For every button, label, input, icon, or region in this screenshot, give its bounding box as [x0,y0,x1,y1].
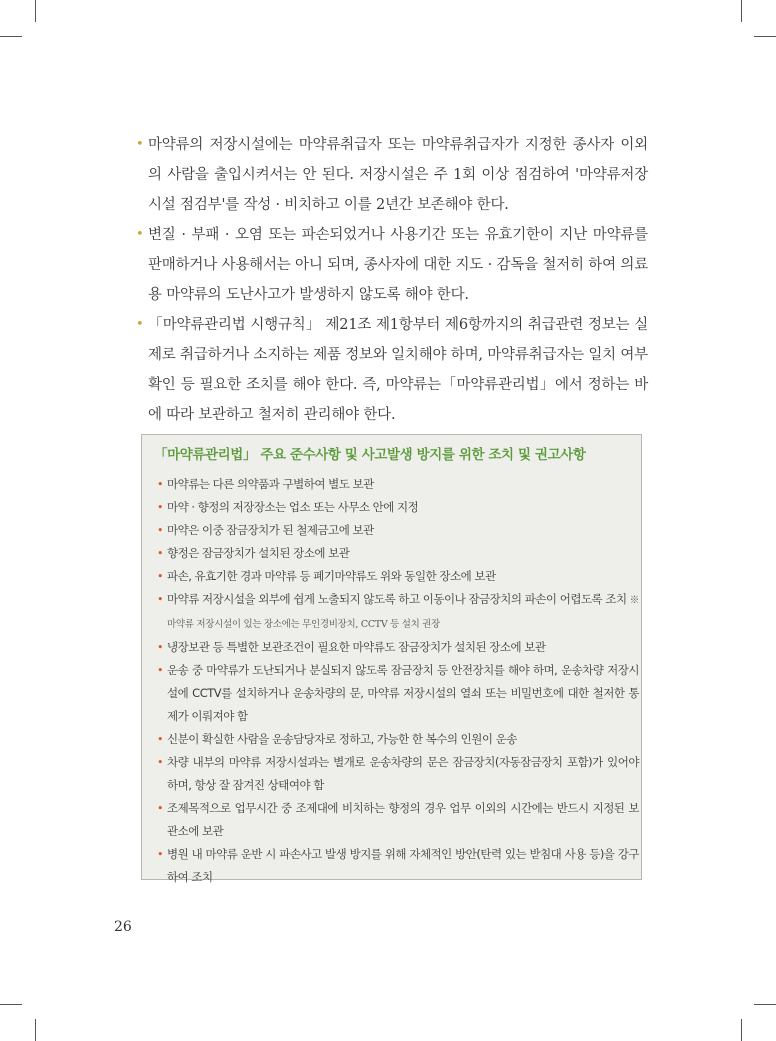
box-list-item [157,519,639,542]
crop-mark [0,36,22,37]
box-item-text [167,496,639,519]
bullet-dot: • [157,802,164,815]
body-paragraph [136,130,648,220]
box-item-main-text: 마약류 저장시설을 외부에 쉽게 노출되지 않도록 하고 이동이나 잠금장치의 파손이 어렵도록 조치 [167,592,627,606]
box-item-main-text: 마약 · 향정의 저장장소는 업소 또는 사무소 안에 지정 [167,500,419,514]
box-item-main-text: 병원 내 마약류 운반 시 파손사고 발생 방지를 위해 자체적인 방안(탄력 있는 받침대 사용 등)을 강구하여 조치 [167,847,639,884]
box-title: 「마약류관리법」 주요 준수사항 및 사고발생 방지를 위한 조치 및 권고사항 [154,447,586,463]
box-item-text [167,588,639,636]
crop-mark [35,0,36,22]
box-list-item [157,542,639,565]
box-item-text [167,659,639,728]
box-list-item [157,636,639,659]
bullet-dot: • [157,641,164,654]
bullet-dot: • [157,733,164,746]
box-list-item [157,496,639,519]
body-paragraph-text: 「마약류관리법 시행규칙」 제21조 제1항부터 제6항까지의 취급관련 정보는 실제로 취급하거나 소지하는 제품 정보와 일치해야 하며, 마약류취급자는 일치 여부 확인 등 필요한 조치를 해야 한다. 즉, 마약류는「마약류관리법」에서 정하는 바에 따라 보관하고 철저히 관리해야 한다. [148,317,648,423]
recommendation-box [141,434,642,884]
box-list-item [157,843,639,889]
box-item-note: ※ 마약류 저장시설이 있는 장소에는 무인경비장치, CCTV 등 설치 권장 [167,595,639,630]
bullet-dot: • [157,547,164,560]
box-item-text [167,565,639,588]
box-item-text [167,843,639,889]
bullet-dot: • [136,137,144,152]
box-item-main-text: 차량 내부의 마약류 저장시설과는 별개로 운송차량의 문은 잠금장치(자동잠금장치 포함)가 있어야 하며, 항상 잘 잠겨진 상태여야 함 [167,755,639,792]
box-item-text [167,728,639,751]
page-number: 26 [114,919,132,935]
box-item-text [167,473,639,496]
box-list-item [157,728,639,751]
bullet-dot: • [157,664,164,677]
bullet-dot: • [157,501,164,514]
box-item-main-text: 신분이 확실한 사람을 운송담당자로 정하고, 가능한 한 복수의 인원이 운송 [167,732,517,746]
crop-mark [741,1019,742,1041]
box-list-item [157,797,639,843]
body-paragraph-text: 마약류의 저장시설에는 마약류취급자 또는 마약류취급자가 지정한 종사자 이외의 사람을 출입시켜서는 안 된다. 저장시설은 주 1회 이상 점검하여 '마약류저장시설 점검부'를 작성 · 비치하고 이를 2년간 보존해야 한다. [148,137,648,213]
box-list-item [157,565,639,588]
box-item-list [157,473,639,889]
box-list-item [157,588,639,636]
box-item-main-text: 향정은 잠금장치가 설치된 장소에 보관 [167,546,350,560]
box-item-main-text: 운송 중 마약류가 도난되거나 분실되지 않도록 잠금장치 등 안전장치를 해야 하며, 운송차량 저장시설에 CCTV를 설치하거나 운송차량의 문, 마약류 저장시설의 열쇠 또는 비밀번호에 대한 철저한 통제가 이뤄져야 함 [167,663,639,723]
crop-mark [741,0,742,22]
box-item-main-text: 냉장보관 등 특별한 보관조건이 필요한 마약류도 잠금장치가 설치된 장소에 보관 [167,640,546,654]
bullet-dot: • [136,317,144,332]
crop-mark [0,1004,22,1005]
bullet-dot: • [157,570,164,583]
box-item-main-text: 마약은 이중 잠금장치가 된 철제금고에 보관 [167,523,374,537]
crop-mark [754,1004,776,1005]
bullet-dot: • [157,524,164,537]
box-item-text [167,797,639,843]
box-item-text [167,519,639,542]
crop-mark [754,36,776,37]
body-paragraph [136,220,648,310]
box-item-main-text: 조제목적으로 업무시간 중 조제대에 비치하는 향정의 경우 업무 이외의 시간에는 반드시 지정된 보관소에 보관 [167,801,639,838]
box-list-item [157,659,639,728]
bullet-dot: • [136,227,144,242]
bullet-dot: • [157,756,164,769]
box-item-main-text: 파손, 유효기한 경과 마약류 등 폐기마약류도 위와 동일한 장소에 보관 [167,569,496,583]
box-item-main-text: 마약류는 다른 의약품과 구별하여 별도 보관 [167,477,374,491]
box-item-text [167,751,639,797]
crop-mark [35,1019,36,1041]
box-item-text [167,542,639,565]
body-paragraph-text: 변질 · 부패 · 오염 또는 파손되었거나 사용기간 또는 유효기한이 지난 마약류를 판매하거나 사용해서는 아니 되며, 종사자에 대한 지도 · 감독을 철저히 하여 의료용 마약류의 도난사고가 발생하지 않도록 해야 한다. [148,227,648,303]
box-list-item [157,473,639,496]
bullet-dot: • [157,478,164,491]
box-list-item [157,751,639,797]
bullet-dot: • [157,593,164,606]
box-item-text [167,636,639,659]
body-paragraph-list [136,130,648,430]
bullet-dot: • [157,848,164,861]
body-paragraph [136,310,648,430]
